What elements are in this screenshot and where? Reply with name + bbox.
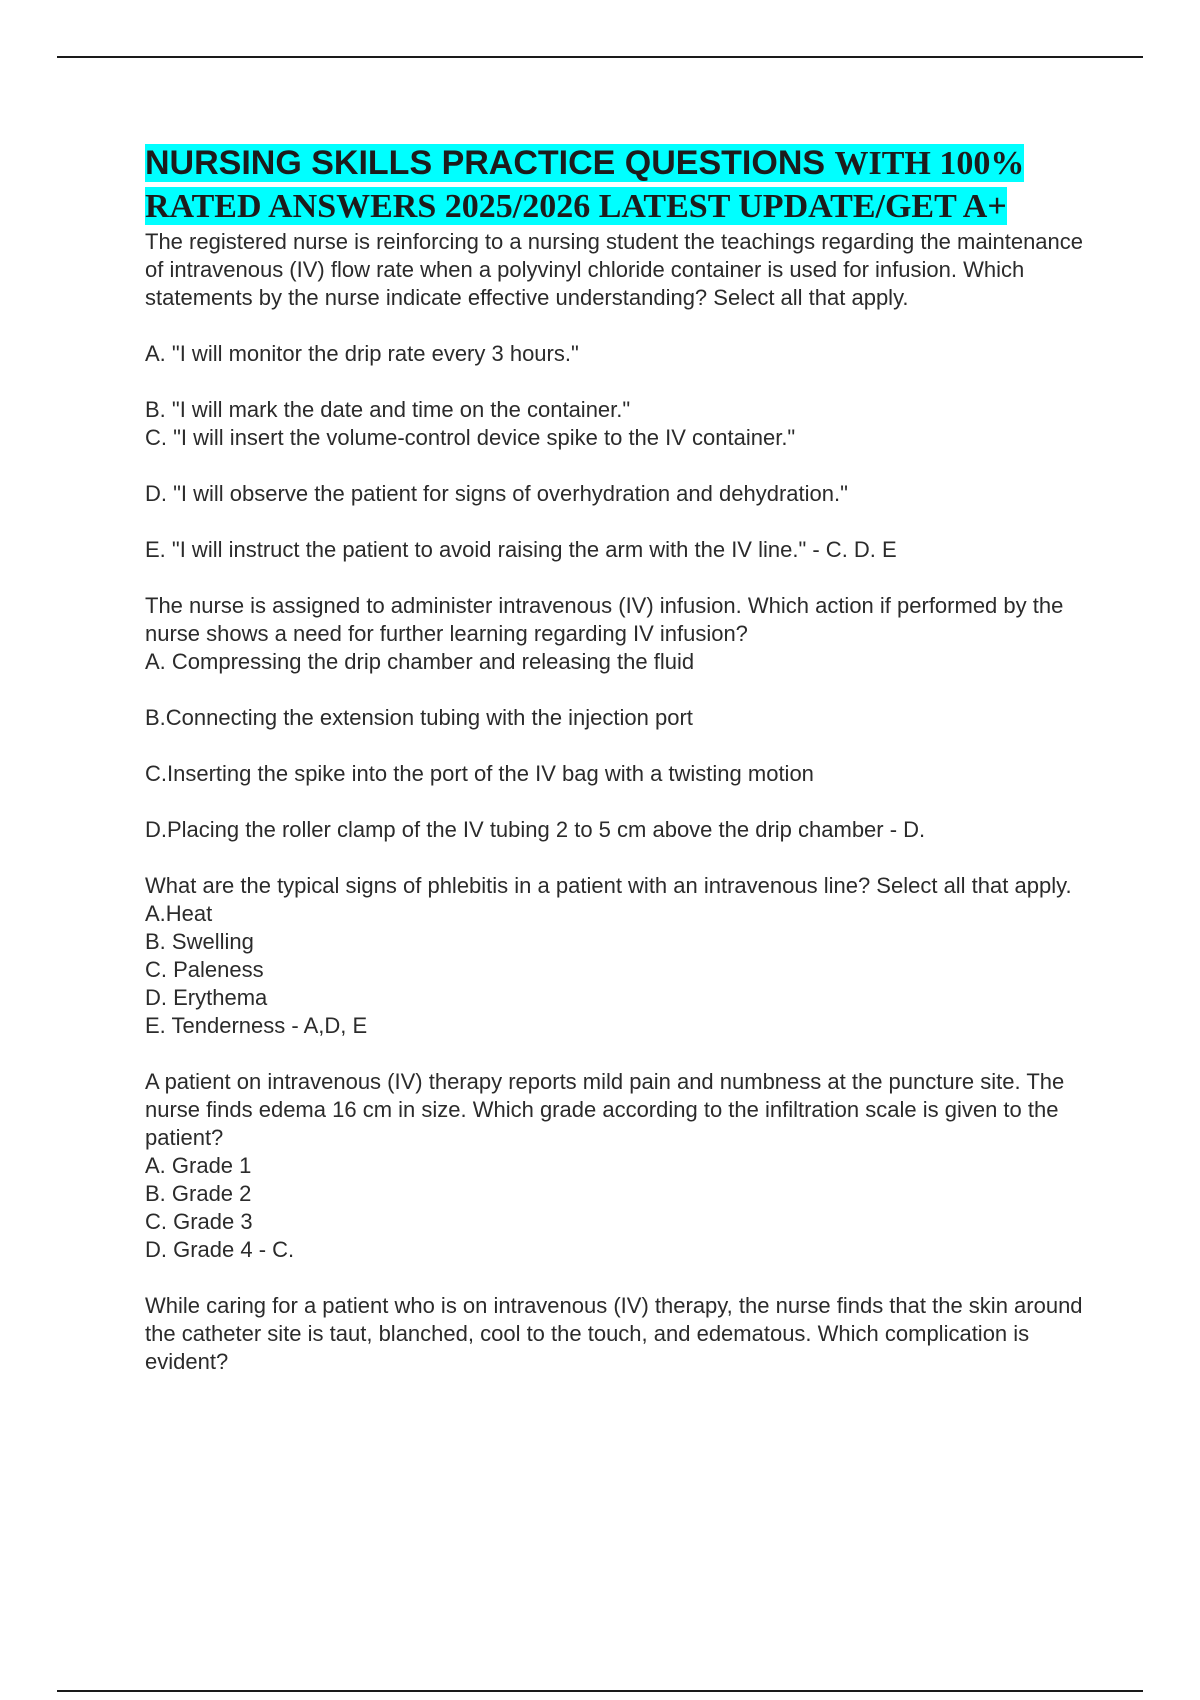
question-4-option-d: D. Grade 4 - C.: [145, 1237, 295, 1262]
question-3-option-c: C. Paleness: [145, 957, 264, 982]
question-3-stem: What are the typical signs of phlebitis in a patient with an intravenous line? Select all that apply.: [145, 873, 1072, 898]
question-2-option-a: A. Compressing the drip chamber and releasing the fluid: [145, 649, 695, 674]
question-1-option-e: E. "I will instruct the patient to avoid raising the arm with the IV line." - C. D. E: [145, 537, 897, 562]
question-4-stem: A patient on intravenous (IV) therapy reports mild pain and numbness at the puncture site. The nurse finds edema 16 cm in size. Which grade according to the infiltration scale is given to the patient?: [145, 1069, 1065, 1150]
title-part-2: WITH 100% RATED ANSWERS 2025/2026 LATEST UPDATE/GET A+: [145, 145, 1025, 225]
document-title: [145, 142, 1090, 228]
question-3-option-e: E. Tenderness - A,D, E: [145, 1013, 368, 1038]
question-4-option-a: A. Grade 1: [145, 1153, 252, 1178]
question-4: [145, 1068, 1090, 1264]
question-4-option-c: C. Grade 3: [145, 1209, 253, 1234]
document-body: [145, 142, 1090, 1376]
question-1-option-a: A. "I will monitor the drip rate every 3 hours.": [145, 341, 579, 366]
question-5-stem: While caring for a patient who is on intravenous (IV) therapy, the nurse finds that the skin around the catheter site is taut, blanched, cool to the touch, and edematous. Which complication is evident?: [145, 1293, 1083, 1374]
question-3-option-d: D. Erythema: [145, 985, 268, 1010]
question-2-option-d: D.Placing the roller clamp of the IV tubing 2 to 5 cm above the drip chamber - D.: [145, 817, 926, 842]
bottom-rule: [57, 1690, 1143, 1692]
question-3-option-a: A.Heat: [145, 901, 213, 926]
question-2-option-c: C.Inserting the spike into the port of the IV bag with a twisting motion: [145, 761, 814, 786]
top-rule: [57, 56, 1143, 58]
question-3-option-b: B. Swelling: [145, 929, 254, 954]
question-4-option-b: B. Grade 2: [145, 1181, 252, 1206]
question-2: [145, 592, 1090, 844]
question-5: [145, 1292, 1090, 1376]
question-1-stem: The registered nurse is reinforcing to a nursing student the teachings regarding the maintenance of intravenous (IV) flow rate when a polyvinyl chloride container is used for infusion. Which statements by the nurse indicate effective understanding? Select all that apply.: [145, 229, 1084, 310]
title-part-1: NURSING SKILLS PRACTICE QUESTIONS: [145, 144, 835, 182]
question-2-stem: The nurse is assigned to administer intravenous (IV) infusion. Which action if performed by the nurse shows a need for further learning regarding IV infusion?: [145, 593, 1064, 646]
question-1-option-b: B. "I will mark the date and time on the container.": [145, 397, 631, 422]
question-3: [145, 872, 1090, 1040]
question-1: [145, 228, 1090, 564]
question-1-option-d: D. "I will observe the patient for signs of overhydration and dehydration.": [145, 481, 848, 506]
question-1-option-c: C. "I will insert the volume-control device spike to the IV container.": [145, 425, 796, 450]
question-2-option-b: B.Connecting the extension tubing with the injection port: [145, 705, 693, 730]
